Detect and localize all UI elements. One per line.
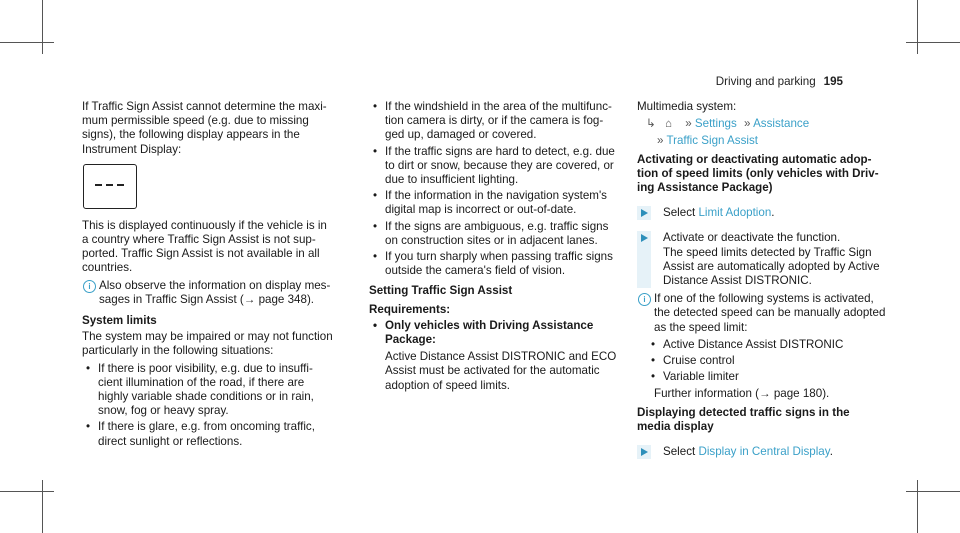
list-item: • Cruise control	[651, 354, 735, 368]
column-3	[637, 100, 895, 467]
step-activate-function: Activate or deactivate the function. The speed limits detected by Traffic Sign Assist are automatically adopted by Active Distance Assist DISTRONIC.	[637, 231, 895, 288]
column-1	[82, 100, 354, 452]
crop-mark	[0, 42, 54, 43]
menu-settings[interactable]: Settings	[694, 117, 737, 131]
chevron-right-icon: »	[657, 134, 664, 148]
step-arrow-icon	[637, 445, 651, 459]
further-info: Further information (→ page 180).	[654, 387, 830, 401]
info-icon: i	[83, 280, 96, 293]
displaying-heading: Displaying detected traffic signs in the media display	[637, 405, 850, 433]
limits-list-continued	[369, 100, 629, 278]
list-item: • If the windshield in the area of the multifunc- tion camera is dirty, or if the camera is fog- ged up, damaged or covered.	[373, 100, 612, 142]
requirements-text: Active Distance Assist DISTRONIC and ECO Assist must be activated for the automatic adoption of speed limits.	[385, 350, 617, 392]
list-item: • If there is glare, e.g. from oncoming traffic, direct sunlight or reflections.	[86, 420, 315, 448]
list-item: • Only vehicles with Driving Assistance Package:	[373, 318, 594, 347]
menu-path-2	[637, 134, 895, 148]
crop-mark	[906, 491, 960, 492]
systems-list	[637, 338, 895, 385]
chevron-right-icon: »	[685, 117, 692, 131]
list-item: • If the information in the navigation system's digital map is incorrect or out-of-date.	[373, 189, 607, 217]
column-2	[369, 100, 629, 396]
step-select-display: Select Display in Central Display.	[637, 445, 895, 459]
crop-mark	[0, 491, 54, 492]
menu-assistance[interactable]: Assistance	[753, 117, 810, 131]
page-header	[716, 75, 843, 89]
display-in-central-display-link[interactable]: Display in Central Display	[698, 445, 830, 459]
limits-paragraph: The system may be impaired or may not function particularly in the following situations:	[82, 330, 333, 358]
crop-mark	[917, 0, 918, 54]
info-icon: i	[638, 293, 651, 306]
step-select-limit-adoption: Select Limit Adoption.	[637, 206, 895, 220]
step-arrow-icon	[637, 231, 651, 288]
system-limits-heading: System limits	[82, 314, 157, 328]
list-item: • Variable limiter	[651, 370, 739, 384]
list-item: • If the signs are ambiguous, e.g. traffic signs on construction sites or in adjacent lanes.	[373, 219, 609, 247]
requirements-heading: Requirements:	[369, 302, 451, 316]
no-speed-limit-dashes-icon	[83, 164, 137, 209]
display-paragraph: This is displayed continuously if the vehicle is in a country where Traffic Sign Assist is not sup- ported. Traffic Sign Assist is not available in all countries.	[82, 218, 327, 275]
home-icon: ⌂	[664, 117, 672, 131]
section-title: Driving and parking	[715, 75, 816, 88]
menu-traffic-sign-assist[interactable]: Traffic Sign Assist	[666, 134, 758, 148]
info-note: i Also observe the information on display mes- sages in Traffic Sign Assist (→ page 348).	[82, 279, 354, 307]
list-item: • Active Distance Assist DISTRONIC	[651, 337, 844, 351]
list-item: • If you turn sharply when passing traffic signs outside the camera's field of vision.	[373, 250, 613, 278]
list-item: • If there is poor visibility, e.g. due to insuffi- cient illumination of the road, if there are highly variable shade conditions or in rain, snow, fog or heavy spray.	[86, 361, 314, 418]
requirements-list	[369, 319, 629, 347]
setting-heading: Setting Traffic Sign Assist	[369, 284, 513, 298]
crop-mark	[906, 42, 960, 43]
info-note: i If one of the following systems is activated, the detected speed can be manually adopted as the speed limit:	[637, 292, 895, 335]
list-item: • If the traffic signs are hard to detect, e.g. due to dirt or snow, because they are covered, or due to insufficient lighting.	[373, 144, 615, 187]
return-arrow-icon: ↳	[646, 117, 656, 131]
limits-list	[82, 362, 354, 449]
menu-path	[637, 117, 895, 131]
activating-heading: Activating or deactivating automatic adop- tion of speed limits (only vehicles with Driv- ing Assistance Package)	[637, 152, 879, 195]
chevron-right-icon: »	[744, 117, 751, 131]
limit-adoption-link[interactable]: Limit Adoption	[698, 206, 772, 220]
page-number: 195	[823, 75, 843, 88]
step-arrow-icon	[637, 206, 651, 220]
crop-mark	[42, 480, 43, 533]
intro-paragraph: If Traffic Sign Assist cannot determine the maxi- mum permissible speed (e.g. due to missing signs), the following display appears in the Instrument Display:	[82, 100, 327, 156]
crop-mark	[42, 0, 43, 54]
crop-mark	[917, 480, 918, 533]
multimedia-label: Multimedia system:	[637, 100, 737, 113]
